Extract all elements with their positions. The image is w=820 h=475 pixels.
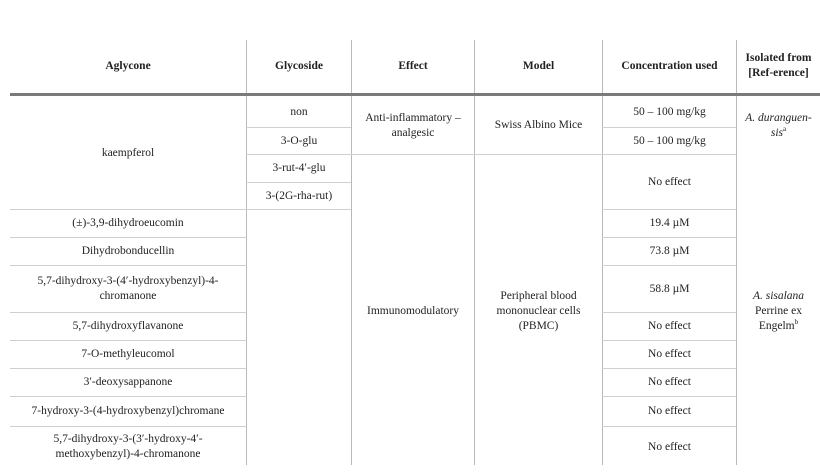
concentration-cell: No effect xyxy=(648,376,691,388)
aglycone-cell: 5,7-dihydroxy-3-(3′-hydroxy-4′-methoxybenzyl)-4-chromanone xyxy=(53,433,203,460)
isolated-a-name: A. duranguen-sis xyxy=(745,112,812,139)
header-rule xyxy=(10,93,820,96)
concentration-cell: No effect xyxy=(648,440,691,453)
concentration-cell: 50 – 100 mg/kg xyxy=(633,105,706,118)
glycoside-cell: 3-(2G-rha-rut) xyxy=(265,189,333,202)
aglycone-cell: 3′-deoxysappanone xyxy=(83,376,173,388)
header-concentration: Concentration used xyxy=(621,60,718,72)
effect-cell: Immunomodulatory xyxy=(367,304,459,317)
concentration-cell: No effect xyxy=(648,348,691,360)
concentration-cell: 58.8 µM xyxy=(649,282,690,295)
concentration-cell: 19.4 µM xyxy=(649,217,690,229)
model-cell: Swiss Albino Mice xyxy=(494,119,583,131)
header-glycoside: Glycoside xyxy=(275,60,323,72)
isolated-cell-b xyxy=(737,155,820,467)
concentration-cell: No effect xyxy=(648,320,691,332)
glycoside-cell: 3-rut-4′-glu xyxy=(272,162,326,174)
header-effect: Effect xyxy=(398,60,428,72)
header-isolated: Isolated from [Ref-erence] xyxy=(745,52,812,79)
isolated-cell-a xyxy=(737,100,820,152)
concentration-cell: 73.8 µM xyxy=(649,245,690,257)
glycoside-cell: non xyxy=(290,105,308,118)
concentration-cell: 50 – 100 mg/kg xyxy=(633,134,706,147)
aglycone-cell: Dihydrobonducellin xyxy=(81,245,175,257)
glycoside-cell: 3-O-glu xyxy=(280,134,318,147)
aglycone-cell: 7-hydroxy-3-(4-hydroxybenzyl)chromane xyxy=(31,405,225,417)
header-model: Model xyxy=(522,60,555,72)
concentration-cell: No effect xyxy=(648,405,691,417)
aglycone-cell: (±)-3,9-dihydroeucomin xyxy=(72,217,184,229)
concentration-cell: No effect xyxy=(648,175,691,188)
aglycone-cell: 7-O-methyleucomol xyxy=(81,348,175,360)
isolated-a-ref: a xyxy=(783,125,787,134)
isolated-b-ref: b xyxy=(794,317,799,326)
aglycone-cell: 5,7-dihydroxy-3-(4′-hydroxybenzyl)-4-chromanone xyxy=(37,275,219,302)
aglycone-cell: kaempferol xyxy=(101,146,155,159)
isolated-b-rest: Perrine ex Engelm xyxy=(755,304,802,332)
model-cell: Peripheral blood mononuclear cells (PBMC) xyxy=(496,289,581,332)
header-aglycone: Aglycone xyxy=(105,60,151,72)
isolated-b-name: A. sisalana xyxy=(752,289,805,302)
effect-cell: Anti-inflammatory – analgesic xyxy=(365,111,461,139)
aglycone-cell: 5,7-dihydroxyflavanone xyxy=(72,320,184,332)
